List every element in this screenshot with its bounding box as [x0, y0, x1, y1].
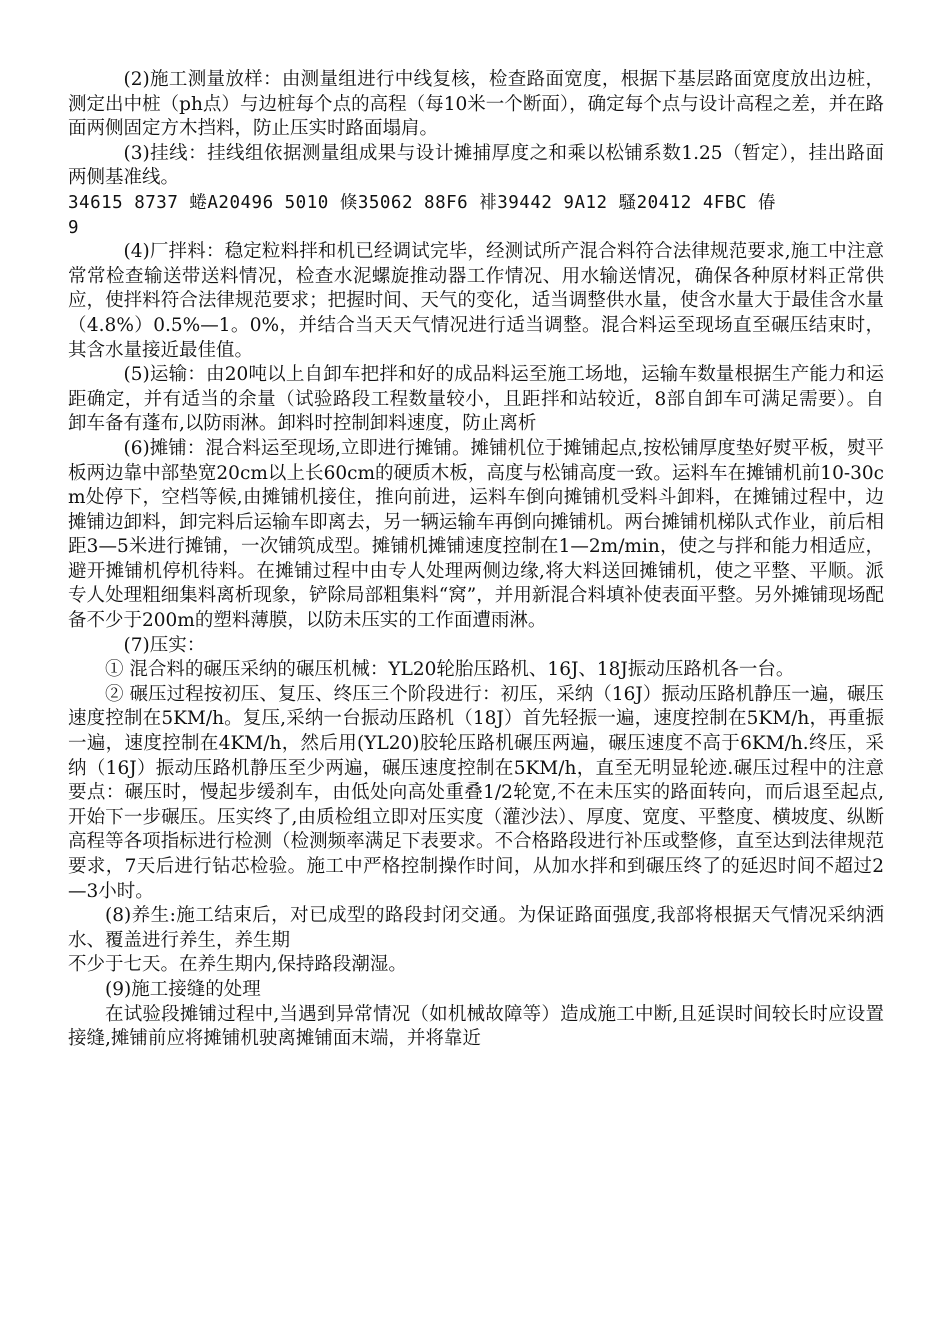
paragraph-compaction-machinery: ① 混合料的碾压采纳的碾压机械：YL20轮胎压路机、16J、18J振动压路机各一台。 — [105, 659, 795, 681]
paragraph-plant-mixing: (4)厂拌料：稳定粒料拌和机已经调试完毕，经测试所产混合料符合法律规范要求,施工中注意常常检查输送带送料情况，检查水泥螺旋推动器工作情况、用水输送情况，确保各种原材料正常供应，使拌料符合法律规范要求；把握时间、天气的变化，适当调整供水量，使含水量大于最佳含水量（4.8%）0.5%—1。0%，并结合当天天气情况进行适当调整。混合料运至现场直至碾压结束时，其含水量接近最佳值。 — [68, 241, 884, 361]
paragraph-string-line: (3)挂线：挂线组依据测量组成果与设计摊捕厚度之和乘以松铺系数1.25（暂定），挂出路面两侧基准线。 — [68, 142, 884, 189]
encoded-text-row-continuation: 9 — [68, 217, 80, 238]
paragraph-curing-continuation: 不少于七天。在养生期内,保持路段潮湿。 — [68, 954, 407, 976]
encoded-text-row: 34615 8737 蜷A20496 5010 倏35062 88F6 裶39442 9A12 騷20412 4FBC 偆 — [68, 192, 777, 213]
paragraph-compaction-process: ② 碾压过程按初压、复压、终压三个阶段进行：初压，采纳（16J）振动压路机静压一遍，碾压速度控制在5KM/h。复压,采纳一台振动压路机（18J）首先轻振一遍，速度控制在5KM/h，再重振一遍，速度控制在4KM/h，然后用(YL20)胶轮压路机碾压两遍，碾压速度不高于6KM/h.终压，采纳（16J）振动压路机静压至少两遍，碾压速度控制在5KM/h，直至无明显轮迹.碾压过程中的注意要点：碾压时，慢起步缓刹车，由低处向高处重叠1/2轮宽,不在未压实的路面转向，而后退至起点,开始下一步碾压。压实终了,由质检组立即对压实度（灌沙法）、厚度、宽度、平整度、横坡度、纵断高程等各项指标进行检测（检测频率满足下表要求。不合格路段进行补压或整修，直至达到法律规范要求，7天后进行钻芯检验。施工中严格控制操作时间，从加水拌和到碾压终了的延迟时间不超过2—3小时。 — [68, 683, 884, 902]
heading-construction-joint: (9)施工接缝的处理 — [105, 978, 261, 1000]
paragraph-paving: (6)摊铺：混合料运至现场,立即进行摊铺。摊铺机位于摊铺起点,按松铺厚度垫好熨平板，熨平板两边靠中部垫宽20cm以上长60cm的硬质木板，高度与松铺高度一致。运料车在摊铺机前10-30cm处停下，空档等候,由摊铺机接住，推向前进，运料车倒向摊铺机受料斗卸料，在摊铺过程中，边摊铺边卸料，卸完料后运输车即离去，另一辆运输车再倒向摊铺机。两台摊铺机梯队式作业，前后相距3—5米进行摊铺，一次铺筑成型。摊铺机摊铺速度控制在1—2m/min，使之与拌和能力相适应，避开摊铺机停机待料。在摊铺过程中由专人处理两侧边缘,将大料送回摊铺机，使之平整、平顺。派专人处理粗细集料离析现象，铲除局部粗集料“窝”，并用新混合料填补使表面平整。另外摊铺现场配备不少于200m的塑料薄膜，以防未压实的工作面遭雨淋。 — [68, 437, 884, 632]
body-text — [68, 68, 884, 1052]
paragraph-transport: (5)运输：由20吨以上自卸车把拌和好的成品料运至施工场地，运输车数量根据生产能力和运距确定，并有适当的余量（试验路段工程数量较小，且距拌和站较近，8部自卸车可满足需要）。自卸车备有蓬布,以防雨淋。卸料时控制卸料速度，防止离析 — [68, 364, 884, 435]
paragraph-survey-layout: (2)施工测量放样：由测量组进行中线复核，检查路面宽度，根据下基层路面宽度放出边桩，测定出中桩（ph点）与边桩每个点的高程（每10米一个断面），确定每个点与设计高程之差，并在路面两侧固定方木挡料，防止压实时路面塌肩。 — [68, 69, 884, 140]
heading-compaction: (7)压实： — [123, 634, 206, 656]
paragraph-construction-joint: 在试验段摊铺过程中,当遇到异常情况（如机械故障等）造成施工中断,且延误时间较长时应设置接缝,摊铺前应将摊铺机驶离摊铺面末端，并将靠近 — [68, 1003, 884, 1050]
paragraph-curing: (8)养生:施工结束后，对已成型的路段封闭交通。为保证路面强度,我部将根据天气情况采纳洒水、覆盖进行养生，养生期 — [68, 905, 884, 951]
